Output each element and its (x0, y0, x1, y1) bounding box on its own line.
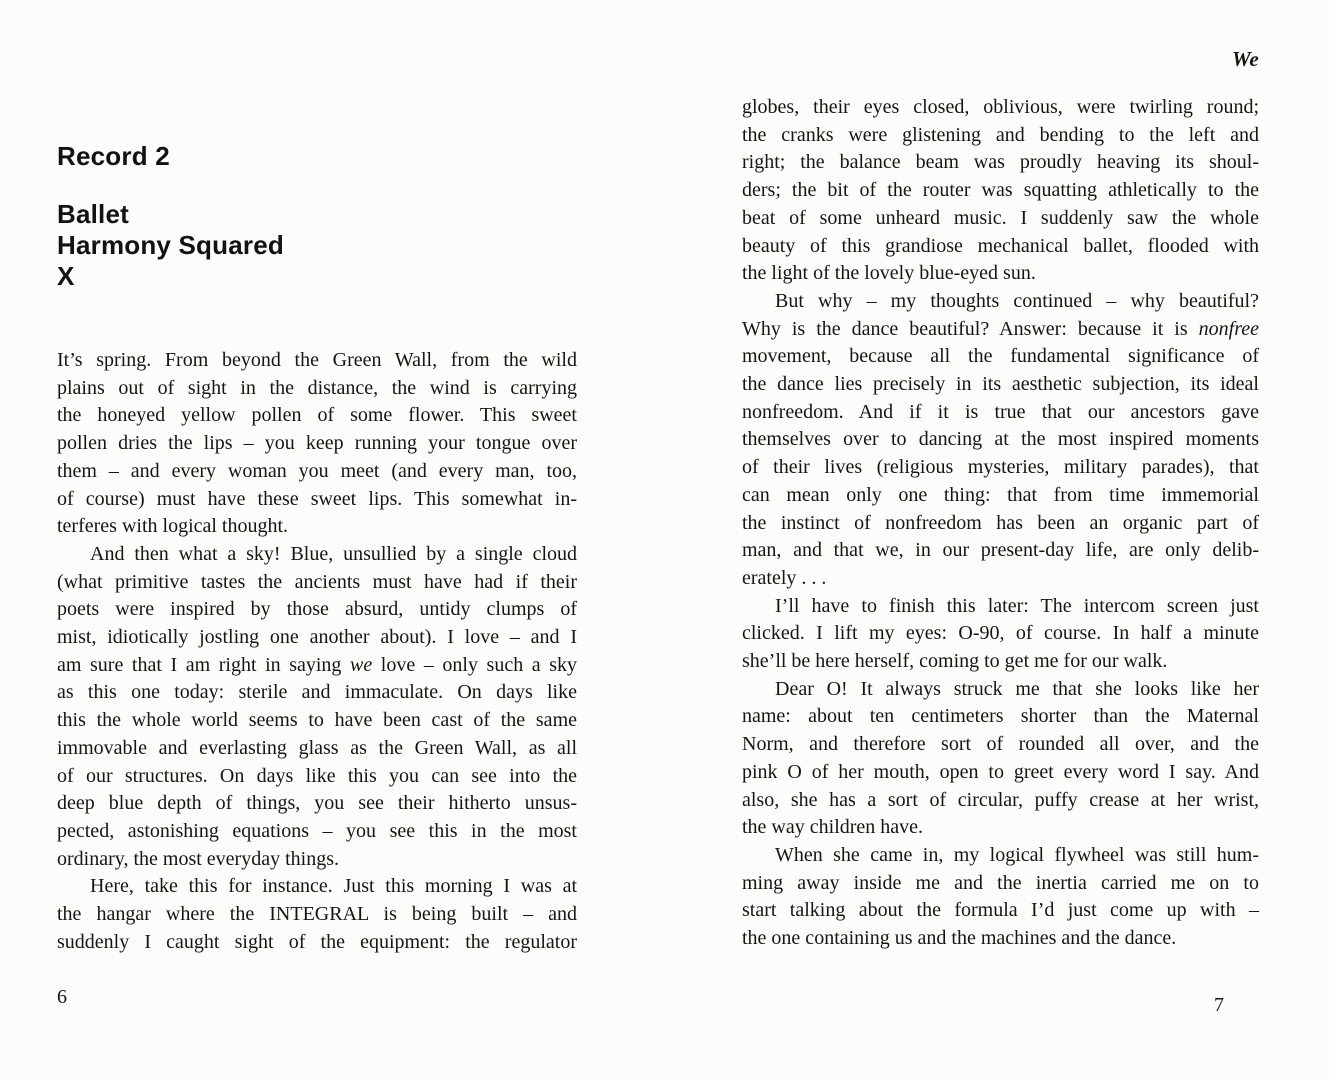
page-number: 6 (57, 986, 67, 1008)
text-line: suddenly I caught sight of the equipment: the regulator (57, 930, 577, 953)
text-line: man, and that we, in our present-day life, are only delib- (742, 539, 1259, 562)
text-line: clicked. I lift my eyes: O-90, of course. In half a minute (742, 622, 1259, 645)
text-line: ming away inside me and the inertia carried me on to (742, 871, 1259, 894)
text-line: (what primitive tastes the ancients must have had if their (57, 570, 577, 593)
text-line: them – and every woman you meet (and every man, too, (57, 459, 577, 482)
text-line: the hangar where the INTEGRAL is being built – and (57, 903, 577, 926)
record-number-heading: Record 2 (57, 141, 170, 171)
text-line: of course) must have these sweet lips. This somewhat in- (57, 487, 577, 510)
text-line: erately . . . (742, 566, 827, 589)
chapter-title (57, 199, 284, 292)
text-line: pollen dries the lips – you keep running your tongue over (57, 432, 577, 455)
paragraph (742, 842, 1259, 953)
text-line: When she came in, my logical flywheel was still hum- (775, 843, 1259, 866)
text-line: the way children have. (742, 816, 924, 839)
text-line: deep blue depth of things, you see their hitherto unsus- (57, 792, 577, 815)
text-line: movement, because all the fundamental significance of (742, 345, 1259, 368)
text-line: Here, take this for instance. Just this morning I was at (90, 875, 577, 898)
text-line: the cranks were glistening and bending to the left and (742, 123, 1259, 146)
text-line: can mean only one thing: that from time immemorial (742, 483, 1259, 506)
chapter-title-line: X (57, 261, 75, 291)
text-line: Norm, and therefore sort of rounded all over, and the (742, 733, 1259, 756)
paragraph (57, 873, 577, 956)
text-line: And then what a sky! Blue, unsullied by a single cloud (90, 542, 577, 565)
text-line: poets were inspired by those absurd, untidy clumps of (57, 598, 577, 621)
text-line: also, she has a sort of circular, puffy crease at her wrist, (742, 788, 1259, 811)
text-line: right; the balance beam was proudly heaving its shoul- (742, 151, 1259, 174)
chapter-heading (57, 142, 284, 292)
text-line: themselves over to dancing at the most inspired moments (742, 428, 1259, 451)
text-line: terferes with logical thought. (57, 515, 289, 538)
text-line: the dance lies precisely in its aesthetic subjection, its ideal (742, 373, 1259, 396)
text-line: globes, their eyes closed, oblivious, were twirling round; (742, 96, 1259, 118)
text-line: this the whole world seems to have been cast of the same (57, 709, 577, 732)
text-line: mist, idiotically jostling one another about). I love – and I (57, 626, 577, 649)
text-line: the instinct of nonfreedom has been an organic part of (742, 511, 1259, 534)
text-line: start talking about the formula I’d just come up with – (742, 899, 1259, 922)
text-line: Dear O! It always struck me that she looks like her (775, 677, 1259, 700)
text-line: But why – my thoughts continued – why beautiful? (775, 289, 1259, 312)
text-line: am sure that I am right in saying we love – only such a sky (57, 653, 578, 676)
paragraph (57, 541, 577, 873)
text-line: beat of some unheard music. I suddenly saw the whole (742, 206, 1259, 229)
text-line: Why is the dance beautiful? Answer: because it is nonfree (742, 317, 1259, 340)
chapter-title-line: Ballet (57, 199, 130, 229)
paragraph (742, 593, 1259, 676)
right-page-text (742, 94, 1259, 953)
paragraph (742, 288, 1259, 593)
text-line: pink O of her mouth, open to greet every word I say. And (742, 760, 1259, 783)
text-line: of our structures. On days like this you can see into the (57, 764, 577, 787)
text-line: plains out of sight in the distance, the wind is carrying (57, 376, 577, 399)
page-number: 7 (1214, 994, 1224, 1016)
text-line: the light of the lovely blue-eyed sun. (742, 262, 1036, 285)
text-line: the honeyed yellow pollen of some flower. This sweet (57, 404, 577, 427)
text-line: beauty of this grandiose mechanical ballet, flooded with (742, 234, 1259, 257)
text-line: ordinary, the most everyday things. (57, 847, 339, 870)
paragraph (742, 94, 1259, 288)
running-head: We (1231, 47, 1259, 71)
text-line: of their lives (religious mysteries, military parades), that (742, 456, 1259, 479)
text-line: I’ll have to finish this later: The intercom screen just (775, 594, 1259, 617)
text-line: as this one today: sterile and immaculate. On days like (57, 681, 577, 704)
paragraph (57, 347, 577, 541)
chapter-title-line: Harmony Squared (57, 230, 284, 260)
text-line: immovable and everlasting glass as the Green Wall, as all (57, 736, 577, 759)
text-line: pected, astonishing equations – you see this in the most (57, 819, 577, 842)
left-page-text (57, 347, 577, 956)
text-line: she’ll be here herself, coming to get me for our walk. (742, 650, 1168, 673)
text-line: ders; the bit of the router was squatting athletically to the (742, 179, 1259, 202)
text-line: nonfreedom. And if it is true that our ancestors gave (742, 400, 1259, 423)
text-line: the one containing us and the machines and the dance. (742, 927, 1177, 950)
text-line: It’s spring. From beyond the Green Wall, from the wild (57, 349, 577, 371)
text-line: name: about ten centimeters shorter than the Maternal (742, 705, 1259, 728)
paragraph (742, 676, 1259, 842)
